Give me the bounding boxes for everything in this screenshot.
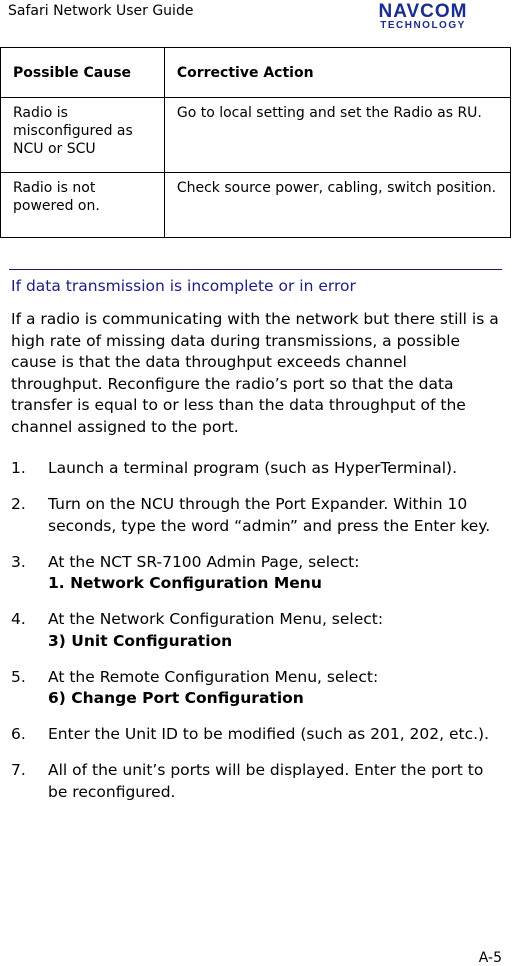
navcom-logo bbox=[344, 0, 502, 30]
step-number: 4. bbox=[11, 610, 26, 628]
intro-paragraph: If a radio is communicating with the network but there still is a high rate of missing data during transmissions, a possible cause is that the data throughput exceeds channel throughput. Reconfigure the radio’s port so that the data transfer is equal to or less than the data throughput of the channel assigned to the port. bbox=[11, 310, 499, 436]
menu-selection: 1. Network Configuration Menu bbox=[48, 574, 322, 592]
list-item bbox=[11, 494, 503, 537]
menu-selection: 3) Unit Configuration bbox=[48, 631, 233, 650]
step-text: Enter the Unit ID to be modified (such as 201, 202, etc.). bbox=[48, 725, 490, 743]
step-number: 2. bbox=[11, 495, 26, 513]
table-row bbox=[1, 173, 511, 238]
column-header: Corrective Action bbox=[176, 64, 314, 81]
procedure-steps bbox=[11, 458, 503, 818]
step-number: 5. bbox=[11, 667, 26, 686]
step-text: At the NCT SR-7100 Admin Page, select: bbox=[48, 552, 360, 571]
step-text: Turn on the NCU through the Port Expander. Within 10 seconds, type the word “admin” and press the Enter key. bbox=[48, 495, 491, 535]
cause-cell: Radio is misconfigured as NCU or SCU bbox=[13, 105, 133, 157]
page-number: A-5 bbox=[478, 950, 502, 966]
section-heading: If data transmission is incomplete or in error bbox=[11, 277, 356, 295]
step-number: 3. bbox=[11, 552, 26, 571]
step-text: All of the unit’s ports will be displayed. Enter the port to be reconfigured. bbox=[48, 761, 484, 801]
list-item bbox=[11, 760, 503, 803]
list-item bbox=[11, 458, 503, 480]
cause-cell: Radio is not powered on. bbox=[13, 180, 100, 214]
cause-action-table bbox=[0, 47, 511, 238]
list-item bbox=[11, 609, 503, 652]
section-divider bbox=[9, 269, 502, 270]
list-item bbox=[11, 552, 503, 595]
table-header-row bbox=[1, 48, 511, 98]
step-text: At the Network Configuration Menu, select: bbox=[48, 610, 384, 628]
svg-text:TECHNOLOGY: TECHNOLOGY bbox=[380, 20, 466, 30]
menu-selection: 6) Change Port Configuration bbox=[48, 689, 304, 707]
list-item bbox=[11, 667, 503, 710]
action-cell: Go to local setting and set the Radio as RU. bbox=[176, 105, 482, 121]
column-header: Possible Cause bbox=[13, 64, 132, 81]
step-text: At the Remote Configuration Menu, select: bbox=[48, 667, 379, 686]
document-header-title: Safari Network User Guide bbox=[8, 3, 194, 19]
step-number: 6. bbox=[11, 725, 26, 743]
svg-text:NAVCOM: NAVCOM bbox=[378, 1, 468, 22]
step-number: 1. bbox=[11, 459, 26, 477]
step-text: Launch a terminal program (such as HyperTerminal). bbox=[48, 459, 458, 477]
step-number: 7. bbox=[11, 761, 26, 779]
list-item bbox=[11, 724, 503, 746]
action-cell: Check source power, cabling, switch position. bbox=[176, 180, 497, 196]
table-row bbox=[1, 98, 511, 173]
